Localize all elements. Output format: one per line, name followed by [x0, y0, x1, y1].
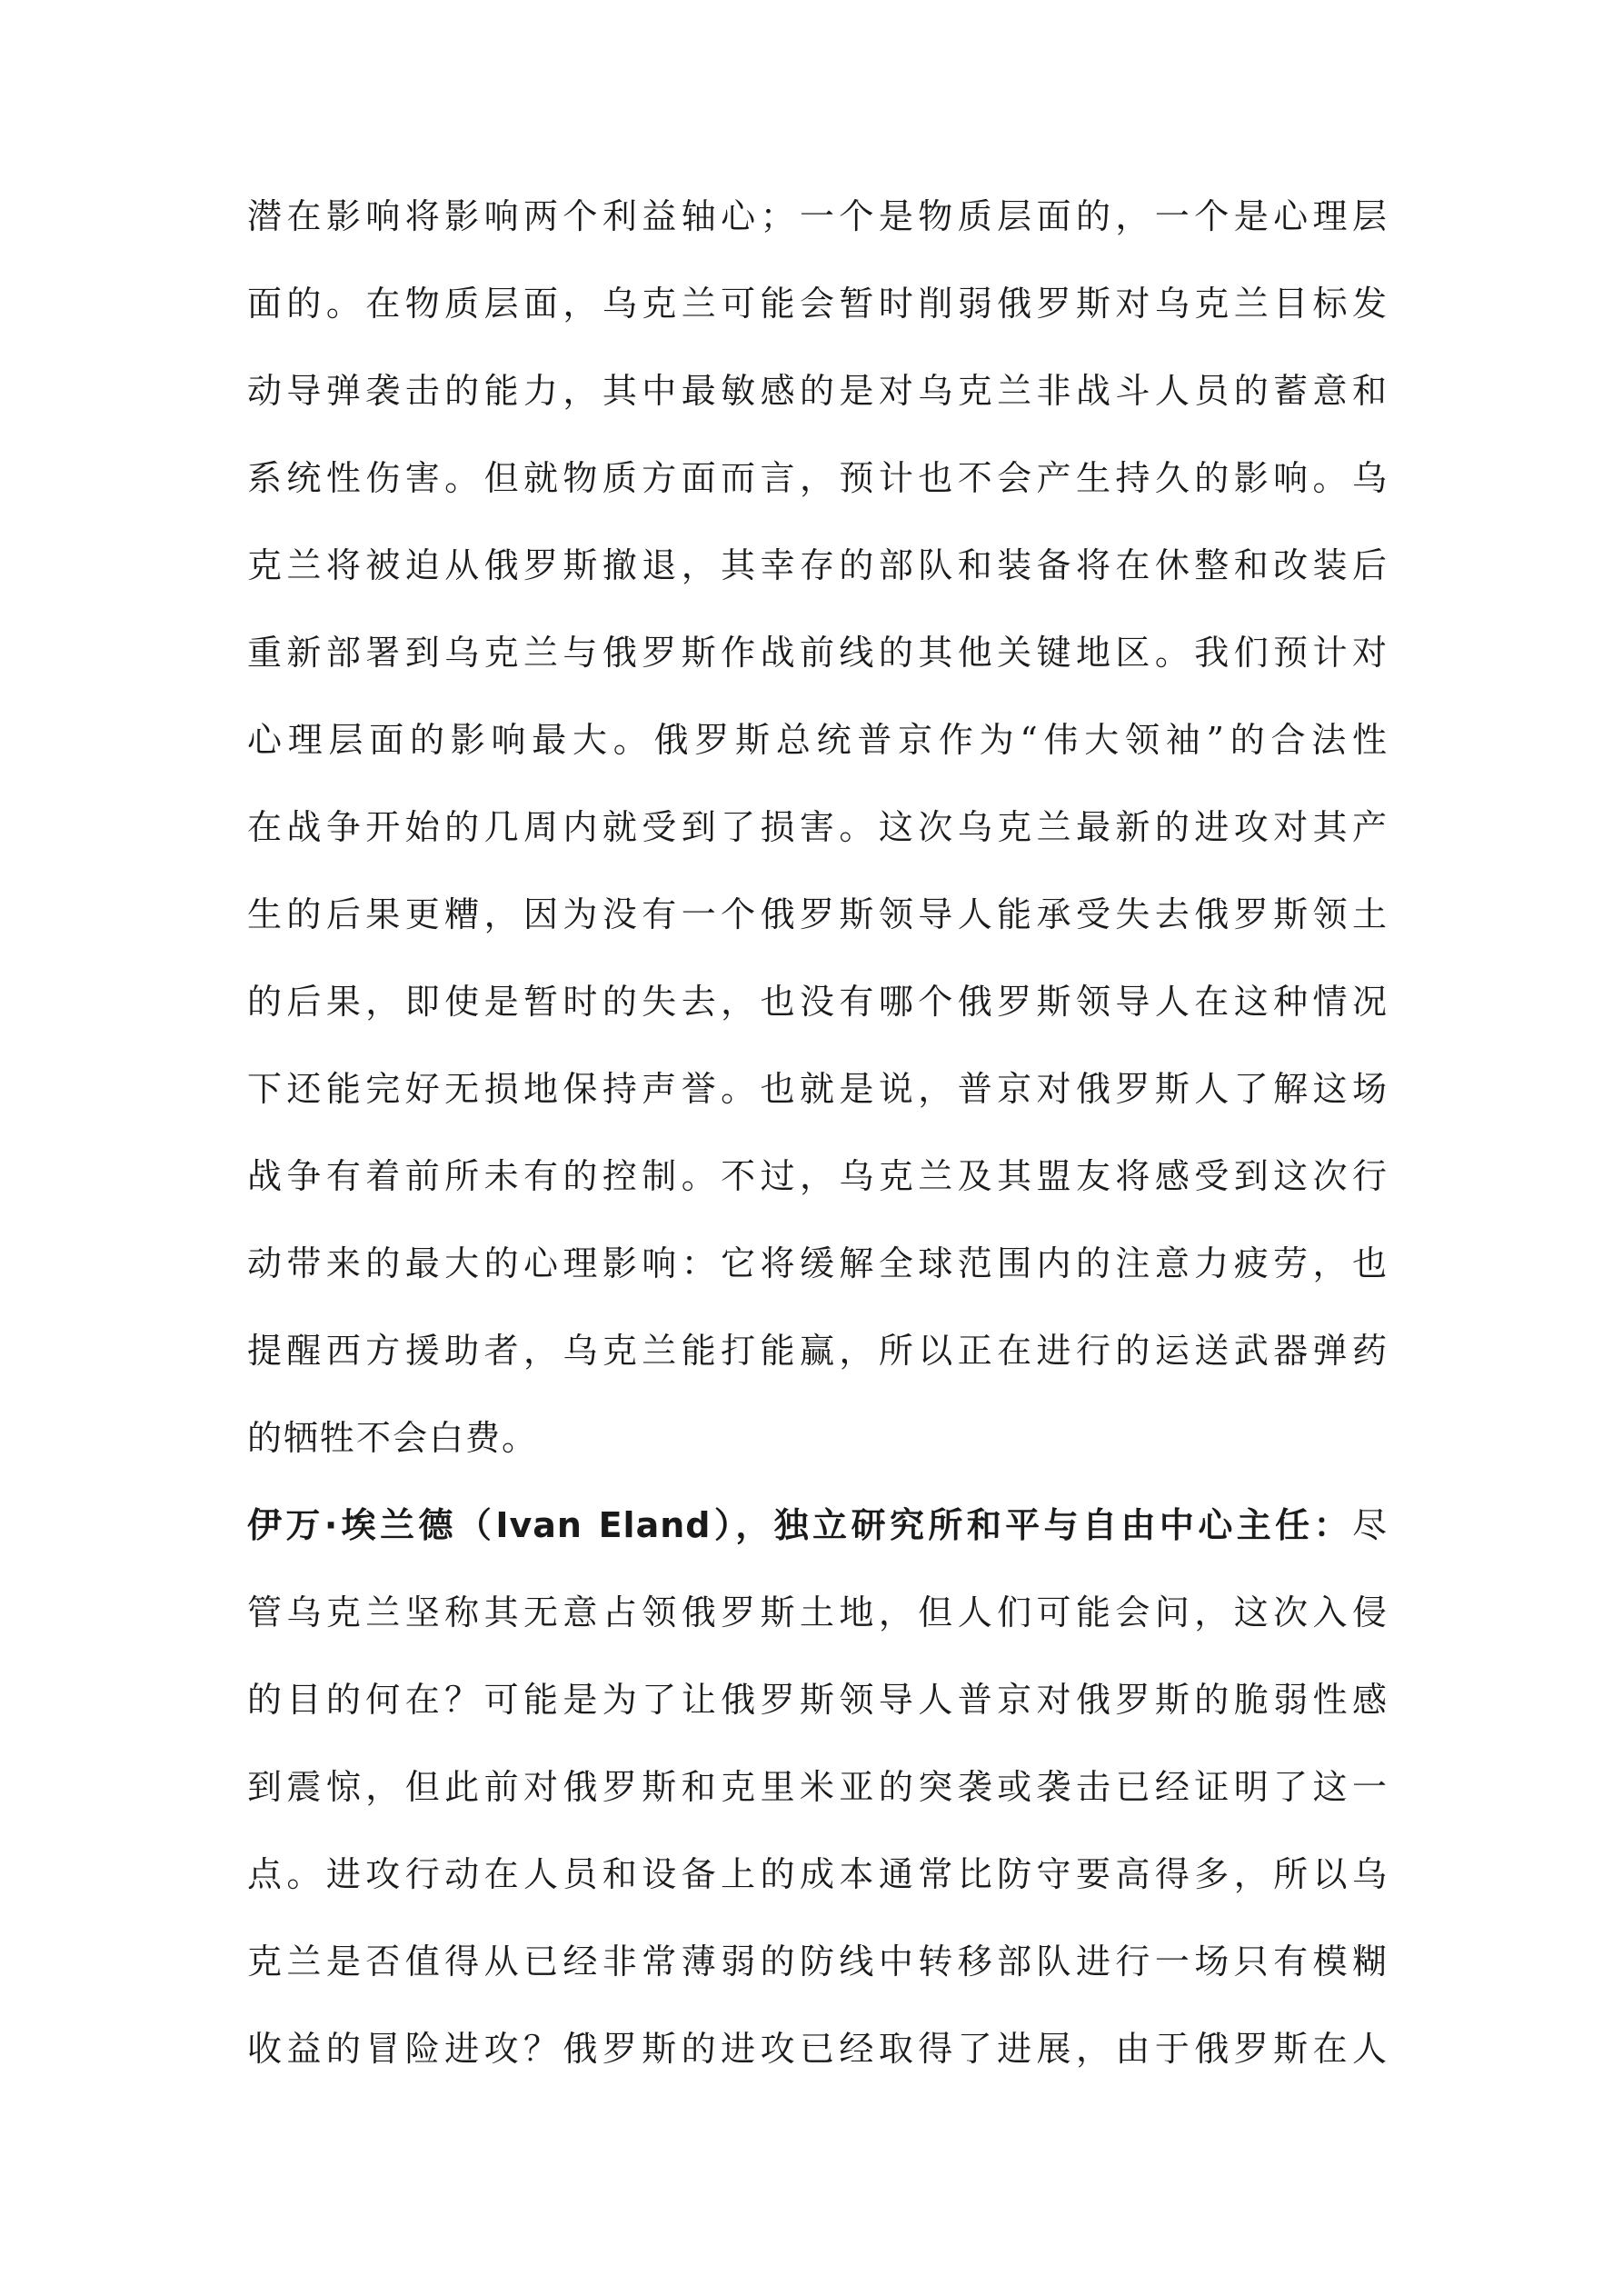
text-line: 点。进攻行动在人员和设备上的成本通常比防守要高得多，所以乌: [247, 1854, 1389, 1894]
text-line: 在战争开始的几周内就受到了损害。这次乌克兰最新的进攻对其产: [247, 807, 1389, 847]
paragraph-ivan-eland: [247, 1482, 1389, 2092]
paragraph-impact-analysis: [247, 173, 1389, 1482]
document-body: [247, 173, 1389, 2092]
speaker-name: 伊万·埃兰德（Ivan Eland），独立研究所和平与自由中心主任：: [247, 1505, 1352, 1545]
text-line: 战争有着前所未有的控制。不过，乌克兰及其盟友将感受到这次行: [247, 1156, 1389, 1196]
speaker-line: [247, 1482, 1389, 1569]
text-line: 面的。在物质层面，乌克兰可能会暂时削弱俄罗斯对乌克兰目标发: [247, 284, 1389, 324]
text-line: 收益的冒险进攻？俄罗斯的进攻已经取得了进展，由于俄罗斯在人: [247, 2029, 1389, 2069]
text-line: 提醒西方援助者，乌克兰能打能赢，所以正在进行的运送武器弹药: [247, 1331, 1389, 1371]
text-line: 动导弹袭击的能力，其中最敏感的是对乌克兰非战斗人员的蓄意和: [247, 371, 1389, 411]
text-line: 重新部署到乌克兰与俄罗斯作战前线的其他关键地区。我们预计对: [247, 633, 1389, 673]
text-line: 管乌克兰坚称其无意占领俄罗斯土地，但人们可能会问，这次入侵: [247, 1592, 1389, 1632]
text-line: 系统性伤害。但就物质方面而言，预计也不会产生持久的影响。乌: [247, 458, 1389, 498]
text-line: 心理层面的影响最大。俄罗斯总统普京作为“伟大领袖”的合法性: [247, 720, 1389, 760]
text-line: 下还能完好无损地保持声誉。也就是说，普京对俄罗斯人了解这场: [247, 1069, 1389, 1109]
text-line: 到震惊，但此前对俄罗斯和克里米亚的突袭或袭击已经证明了这一: [247, 1767, 1389, 1807]
text-line: 潜在影响将影响两个利益轴心；一个是物质层面的，一个是心理层: [247, 196, 1389, 236]
text-line: 的目的何在？可能是为了让俄罗斯领导人普京对俄罗斯的脆弱性感: [247, 1680, 1389, 1720]
text-line: 的牺牲不会白费。: [247, 1418, 539, 1458]
text-line: 生的后果更糟，因为没有一个俄罗斯领导人能承受失去俄罗斯领土: [247, 894, 1389, 934]
text-line: 克兰将被迫从俄罗斯撤退，其幸存的部队和装备将在休整和改装后: [247, 545, 1389, 585]
text-line: 的后果，即使是暂时的失去，也没有哪个俄罗斯领导人在这种情况: [247, 982, 1389, 1022]
text-fragment: 尽: [1351, 1505, 1389, 1545]
text-line: 克兰是否值得从已经非常薄弱的防线中转移部队进行一场只有模糊: [247, 1942, 1389, 1982]
text-line: 动带来的最大的心理影响：它将缓解全球范围内的注意力疲劳，也: [247, 1243, 1389, 1283]
